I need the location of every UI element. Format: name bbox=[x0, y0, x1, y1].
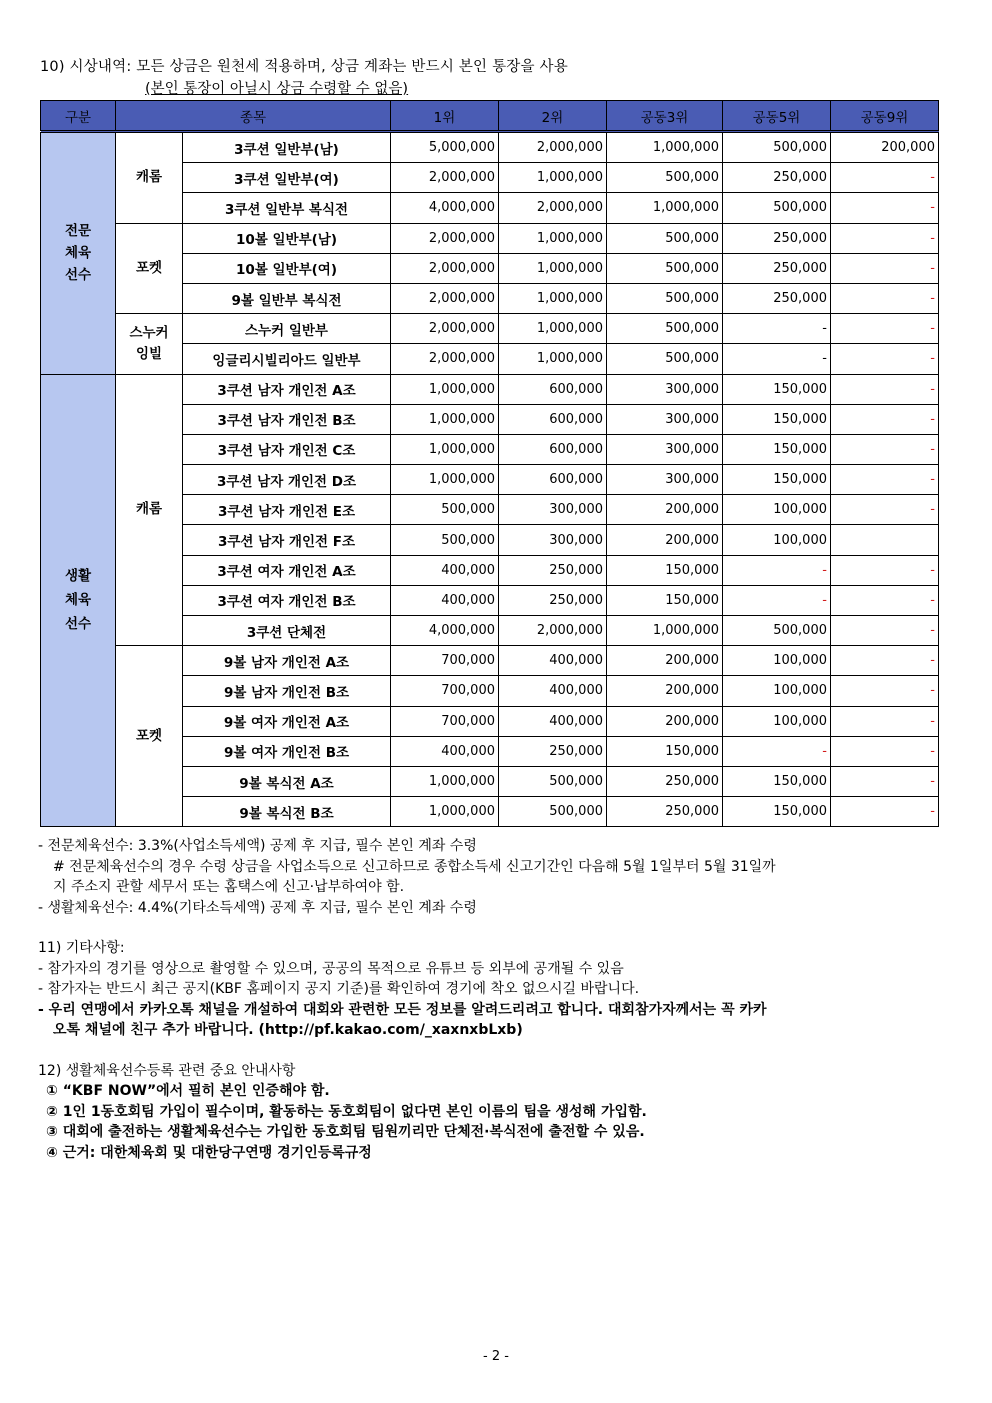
prize-amount: 500,000 bbox=[499, 766, 607, 796]
prize-amount: 600,000 bbox=[499, 465, 607, 495]
prize-amount: 500,000 bbox=[607, 314, 723, 344]
prize-amount: 200,000 bbox=[831, 132, 939, 163]
header-joint-9th: 공동9위 bbox=[831, 101, 939, 132]
prize-amount: 400,000 bbox=[499, 676, 607, 706]
event-name: 3쿠션 남자 개인전 A조 bbox=[183, 374, 391, 404]
prize-amount: 250,000 bbox=[723, 283, 831, 313]
prize-amount: 300,000 bbox=[607, 465, 723, 495]
prize-amount: 300,000 bbox=[499, 525, 607, 555]
prize-amount: 150,000 bbox=[723, 766, 831, 796]
prize-amount: 300,000 bbox=[607, 404, 723, 434]
prize-amount: 1,000,000 bbox=[607, 616, 723, 646]
prize-amount: 400,000 bbox=[499, 706, 607, 736]
pro-tax-detail-line-1: # 전문체육선수의 경우 수령 상금을 사업소득으로 신고하므로 종합소득세 신고기간인 다음해 5월 1일부터 5월 31일까 bbox=[53, 858, 776, 875]
prize-amount: - bbox=[831, 344, 939, 374]
prize-amount: 500,000 bbox=[607, 223, 723, 253]
prize-amount: - bbox=[831, 797, 939, 827]
prize-amount: - bbox=[831, 555, 939, 585]
prize-amount: 100,000 bbox=[723, 646, 831, 676]
prize-amount: 400,000 bbox=[391, 736, 499, 766]
event-name: 3쿠션 여자 개인전 B조 bbox=[183, 585, 391, 615]
section-12-item-3: ③ 대회에 출전하는 생활체육선수는 가입한 동호회팀 팀원끼리만 단체전·복식전에 출전할 수 있음. bbox=[46, 1124, 645, 1140]
prize-amount: 500,000 bbox=[723, 132, 831, 163]
event-name: 9볼 복식전 B조 bbox=[183, 797, 391, 827]
section-11-item-1: - 참가자의 경기를 영상으로 촬영할 수 있으며, 공공의 목적으로 유튜브 등 외부에 공개될 수 있음 bbox=[38, 960, 624, 977]
prize-amount: 200,000 bbox=[607, 676, 723, 706]
section-12-item-2: ② 1인 1동호회팀 가입이 필수이며, 활동하는 동호회팀이 없다면 본인 이름의 팀을 생성해 가입함. bbox=[46, 1103, 647, 1120]
prize-amount: 5,000,000 bbox=[391, 132, 499, 163]
section-12-item-1: ① “KBF NOW”에서 필히 본인 인증해야 함. bbox=[46, 1083, 330, 1099]
prize-amount: - bbox=[723, 344, 831, 374]
section-12-title: 12) 생활체육선수등록 관련 중요 안내사항 bbox=[38, 1062, 296, 1079]
event-name: 3쿠션 일반부(남) bbox=[183, 132, 391, 163]
pro-tax-note: - 전문체육선수: 3.3%(사업소득세액) 공제 후 지급, 필수 본인 계좌 수령 bbox=[38, 838, 477, 854]
section-10-subtitle bbox=[145, 77, 408, 98]
prize-amount: 400,000 bbox=[391, 555, 499, 585]
prize-amount: 250,000 bbox=[723, 253, 831, 283]
prize-table-header-row bbox=[41, 101, 939, 132]
prize-amount: 1,000,000 bbox=[391, 465, 499, 495]
prize-amount: 150,000 bbox=[607, 555, 723, 585]
prize-amount: 250,000 bbox=[499, 555, 607, 585]
event-name: 9볼 일반부 복식전 bbox=[183, 283, 391, 313]
prize-amount: - bbox=[831, 223, 939, 253]
prize-amount: 2,000,000 bbox=[499, 193, 607, 223]
prize-amount bbox=[831, 525, 939, 555]
prize-amount: 200,000 bbox=[607, 706, 723, 736]
prize-amount: 600,000 bbox=[499, 434, 607, 464]
event-name: 3쿠션 단체전 bbox=[183, 616, 391, 646]
category-label: 캐롬 bbox=[116, 374, 183, 646]
section-11-item-3-line-1: - 우리 연맹에서 카카오톡 채널을 개설하여 대회와 관련한 모든 정보를 알려드리려고 합니다. 대회참가자께서는 꼭 카카 bbox=[38, 1001, 767, 1018]
prize-amount: - bbox=[723, 555, 831, 585]
prize-amount: 500,000 bbox=[723, 193, 831, 223]
section-11-item-2: - 참가자는 반드시 최근 공지(KBF 홈페이지 공지 기준)를 확인하여 경기에 착오 없으시길 바랍니다. bbox=[38, 981, 640, 997]
category-label: 스누커 잉빌 bbox=[116, 314, 183, 374]
section-12-item-4: ④ 근거: 대한체육회 및 대한당구연맹 경기인등록규정 bbox=[46, 1144, 372, 1161]
section-10-subtitle-text: (본인 통장이 아닐시 상금 수령할 수 없음) bbox=[145, 81, 409, 97]
prize-amount: 1,000,000 bbox=[391, 797, 499, 827]
prize-amount: 100,000 bbox=[723, 495, 831, 525]
prize-amount: 2,000,000 bbox=[391, 253, 499, 283]
table-row bbox=[41, 132, 939, 163]
event-name: 3쿠션 남자 개인전 F조 bbox=[183, 525, 391, 555]
prize-amount: 500,000 bbox=[607, 163, 723, 193]
event-name: 3쿠션 남자 개인전 D조 bbox=[183, 465, 391, 495]
prize-amount: 2,000,000 bbox=[391, 283, 499, 313]
prize-amount: 250,000 bbox=[723, 163, 831, 193]
header-joint-5th: 공동5위 bbox=[723, 101, 831, 132]
event-name: 9볼 복식전 A조 bbox=[183, 766, 391, 796]
event-name: 스누커 일반부 bbox=[183, 314, 391, 344]
prize-amount: 1,000,000 bbox=[499, 283, 607, 313]
event-name: 3쿠션 남자 개인전 E조 bbox=[183, 495, 391, 525]
prize-amount: 500,000 bbox=[391, 525, 499, 555]
prize-amount: 1,000,000 bbox=[499, 223, 607, 253]
prize-amount: 300,000 bbox=[607, 374, 723, 404]
prize-amount: - bbox=[831, 465, 939, 495]
prize-amount: - bbox=[831, 585, 939, 615]
event-name: 9볼 여자 개인전 B조 bbox=[183, 736, 391, 766]
prize-amount: 100,000 bbox=[723, 525, 831, 555]
category-label: 캐롬 bbox=[116, 132, 183, 224]
prize-amount: 1,000,000 bbox=[391, 766, 499, 796]
pro-tax-detail-line-2: 지 주소지 관할 세무서 또는 홈택스에 신고·납부하여야 함. bbox=[53, 879, 405, 895]
event-name: 3쿠션 남자 개인전 B조 bbox=[183, 404, 391, 434]
prize-amount: 200,000 bbox=[607, 646, 723, 676]
prize-amount: 400,000 bbox=[391, 585, 499, 615]
prize-amount: - bbox=[831, 404, 939, 434]
prize-amount: 500,000 bbox=[723, 616, 831, 646]
prize-amount: 1,000,000 bbox=[499, 314, 607, 344]
prize-amount: 150,000 bbox=[723, 434, 831, 464]
prize-amount: 500,000 bbox=[607, 253, 723, 283]
prize-amount: 2,000,000 bbox=[499, 132, 607, 163]
prize-amount: 4,000,000 bbox=[391, 193, 499, 223]
prize-amount: 400,000 bbox=[499, 646, 607, 676]
prize-amount: 150,000 bbox=[607, 736, 723, 766]
prize-amount: - bbox=[831, 646, 939, 676]
prize-amount: 200,000 bbox=[607, 495, 723, 525]
prize-amount: - bbox=[723, 585, 831, 615]
prize-amount: - bbox=[831, 736, 939, 766]
prize-amount: 1,000,000 bbox=[391, 404, 499, 434]
prize-amount: 250,000 bbox=[607, 766, 723, 796]
prize-amount: 1,000,000 bbox=[607, 193, 723, 223]
prize-amount: 2,000,000 bbox=[391, 314, 499, 344]
table-row bbox=[41, 646, 939, 676]
prize-amount: 150,000 bbox=[723, 404, 831, 434]
prize-amount: 250,000 bbox=[499, 585, 607, 615]
prize-amount: 100,000 bbox=[723, 706, 831, 736]
prize-amount: 500,000 bbox=[607, 344, 723, 374]
prize-amount: 150,000 bbox=[723, 465, 831, 495]
event-name: 9볼 남자 개인전 A조 bbox=[183, 646, 391, 676]
prize-amount: 150,000 bbox=[723, 797, 831, 827]
prize-amount: - bbox=[831, 283, 939, 313]
prize-amount: 2,000,000 bbox=[391, 163, 499, 193]
prize-amount: 2,000,000 bbox=[499, 616, 607, 646]
header-joint-3rd: 공동3위 bbox=[607, 101, 723, 132]
prize-amount: - bbox=[831, 706, 939, 736]
section-10-title: 10) 시상내역: 모든 상금은 원천세 적용하며, 상금 계좌는 반드시 본인 통장을 사용 bbox=[40, 59, 568, 75]
event-name: 3쿠션 일반부 복식전 bbox=[183, 193, 391, 223]
prize-amount: 250,000 bbox=[607, 797, 723, 827]
prize-amount: 1,000,000 bbox=[391, 374, 499, 404]
event-name: 3쿠션 여자 개인전 A조 bbox=[183, 555, 391, 585]
prize-amount: - bbox=[723, 314, 831, 344]
prize-amount: 1,000,000 bbox=[391, 434, 499, 464]
prize-amount: - bbox=[831, 314, 939, 344]
prize-amount: - bbox=[831, 253, 939, 283]
prize-amount: 500,000 bbox=[499, 797, 607, 827]
table-row bbox=[41, 223, 939, 253]
table-row bbox=[41, 314, 939, 344]
section-11-item-3-line-2: 오톡 채널에 친구 추가 바랍니다. (http://pf.kakao.com/_xaxnxbLxb) bbox=[53, 1022, 523, 1038]
prize-amount: 500,000 bbox=[391, 495, 499, 525]
prize-amount: 2,000,000 bbox=[391, 223, 499, 253]
prize-amount: 200,000 bbox=[607, 525, 723, 555]
prize-amount: - bbox=[831, 193, 939, 223]
prize-amount: 100,000 bbox=[723, 676, 831, 706]
prize-amount: 150,000 bbox=[723, 374, 831, 404]
event-name: 9볼 여자 개인전 A조 bbox=[183, 706, 391, 736]
prize-amount: 700,000 bbox=[391, 646, 499, 676]
event-name: 10볼 일반부(남) bbox=[183, 223, 391, 253]
prize-amount: 600,000 bbox=[499, 374, 607, 404]
prize-amount: 1,000,000 bbox=[499, 253, 607, 283]
event-name: 9볼 남자 개인전 B조 bbox=[183, 676, 391, 706]
prize-amount: 300,000 bbox=[499, 495, 607, 525]
header-1st: 1위 bbox=[391, 101, 499, 132]
prize-amount: - bbox=[831, 434, 939, 464]
table-row bbox=[41, 374, 939, 404]
prize-amount: - bbox=[831, 676, 939, 706]
prize-amount: 500,000 bbox=[607, 283, 723, 313]
event-name: 3쿠션 남자 개인전 C조 bbox=[183, 434, 391, 464]
prize-amount: 700,000 bbox=[391, 676, 499, 706]
prize-amount: - bbox=[723, 736, 831, 766]
category-label: 포켓 bbox=[116, 646, 183, 827]
prize-amount: - bbox=[831, 374, 939, 404]
category-label: 포켓 bbox=[116, 223, 183, 314]
event-name: 3쿠션 일반부(여) bbox=[183, 163, 391, 193]
prize-table-body bbox=[41, 132, 939, 827]
notes-section bbox=[38, 836, 958, 1163]
group-label: 생활 체육 선수 bbox=[41, 374, 116, 827]
prize-amount: 600,000 bbox=[499, 404, 607, 434]
prize-amount: 250,000 bbox=[723, 223, 831, 253]
header-division: 구분 bbox=[41, 101, 116, 132]
header-2nd: 2위 bbox=[499, 101, 607, 132]
section-11-title: 11) 기타사항: bbox=[38, 940, 125, 956]
prize-table bbox=[40, 100, 939, 827]
prize-amount: - bbox=[831, 163, 939, 193]
event-name: 잉글리시빌리아드 일반부 bbox=[183, 344, 391, 374]
prize-amount: 1,000,000 bbox=[499, 344, 607, 374]
prize-amount: 700,000 bbox=[391, 706, 499, 736]
page-number: - 2 - bbox=[483, 1349, 509, 1364]
prize-amount: 300,000 bbox=[607, 434, 723, 464]
prize-amount: 250,000 bbox=[499, 736, 607, 766]
life-tax-note: - 생활체육선수: 4.4%(기타소득세액) 공제 후 지급, 필수 본인 계좌 수령 bbox=[38, 899, 477, 916]
prize-amount: 1,000,000 bbox=[607, 132, 723, 163]
prize-amount: 4,000,000 bbox=[391, 616, 499, 646]
prize-amount: - bbox=[831, 495, 939, 525]
prize-amount: 2,000,000 bbox=[391, 344, 499, 374]
prize-amount: - bbox=[831, 616, 939, 646]
prize-amount: - bbox=[831, 766, 939, 796]
group-label: 전문 체육 선수 bbox=[41, 132, 116, 375]
header-event: 종목 bbox=[116, 101, 391, 132]
event-name: 10볼 일반부(여) bbox=[183, 253, 391, 283]
prize-amount: 1,000,000 bbox=[499, 163, 607, 193]
prize-amount: 150,000 bbox=[607, 585, 723, 615]
